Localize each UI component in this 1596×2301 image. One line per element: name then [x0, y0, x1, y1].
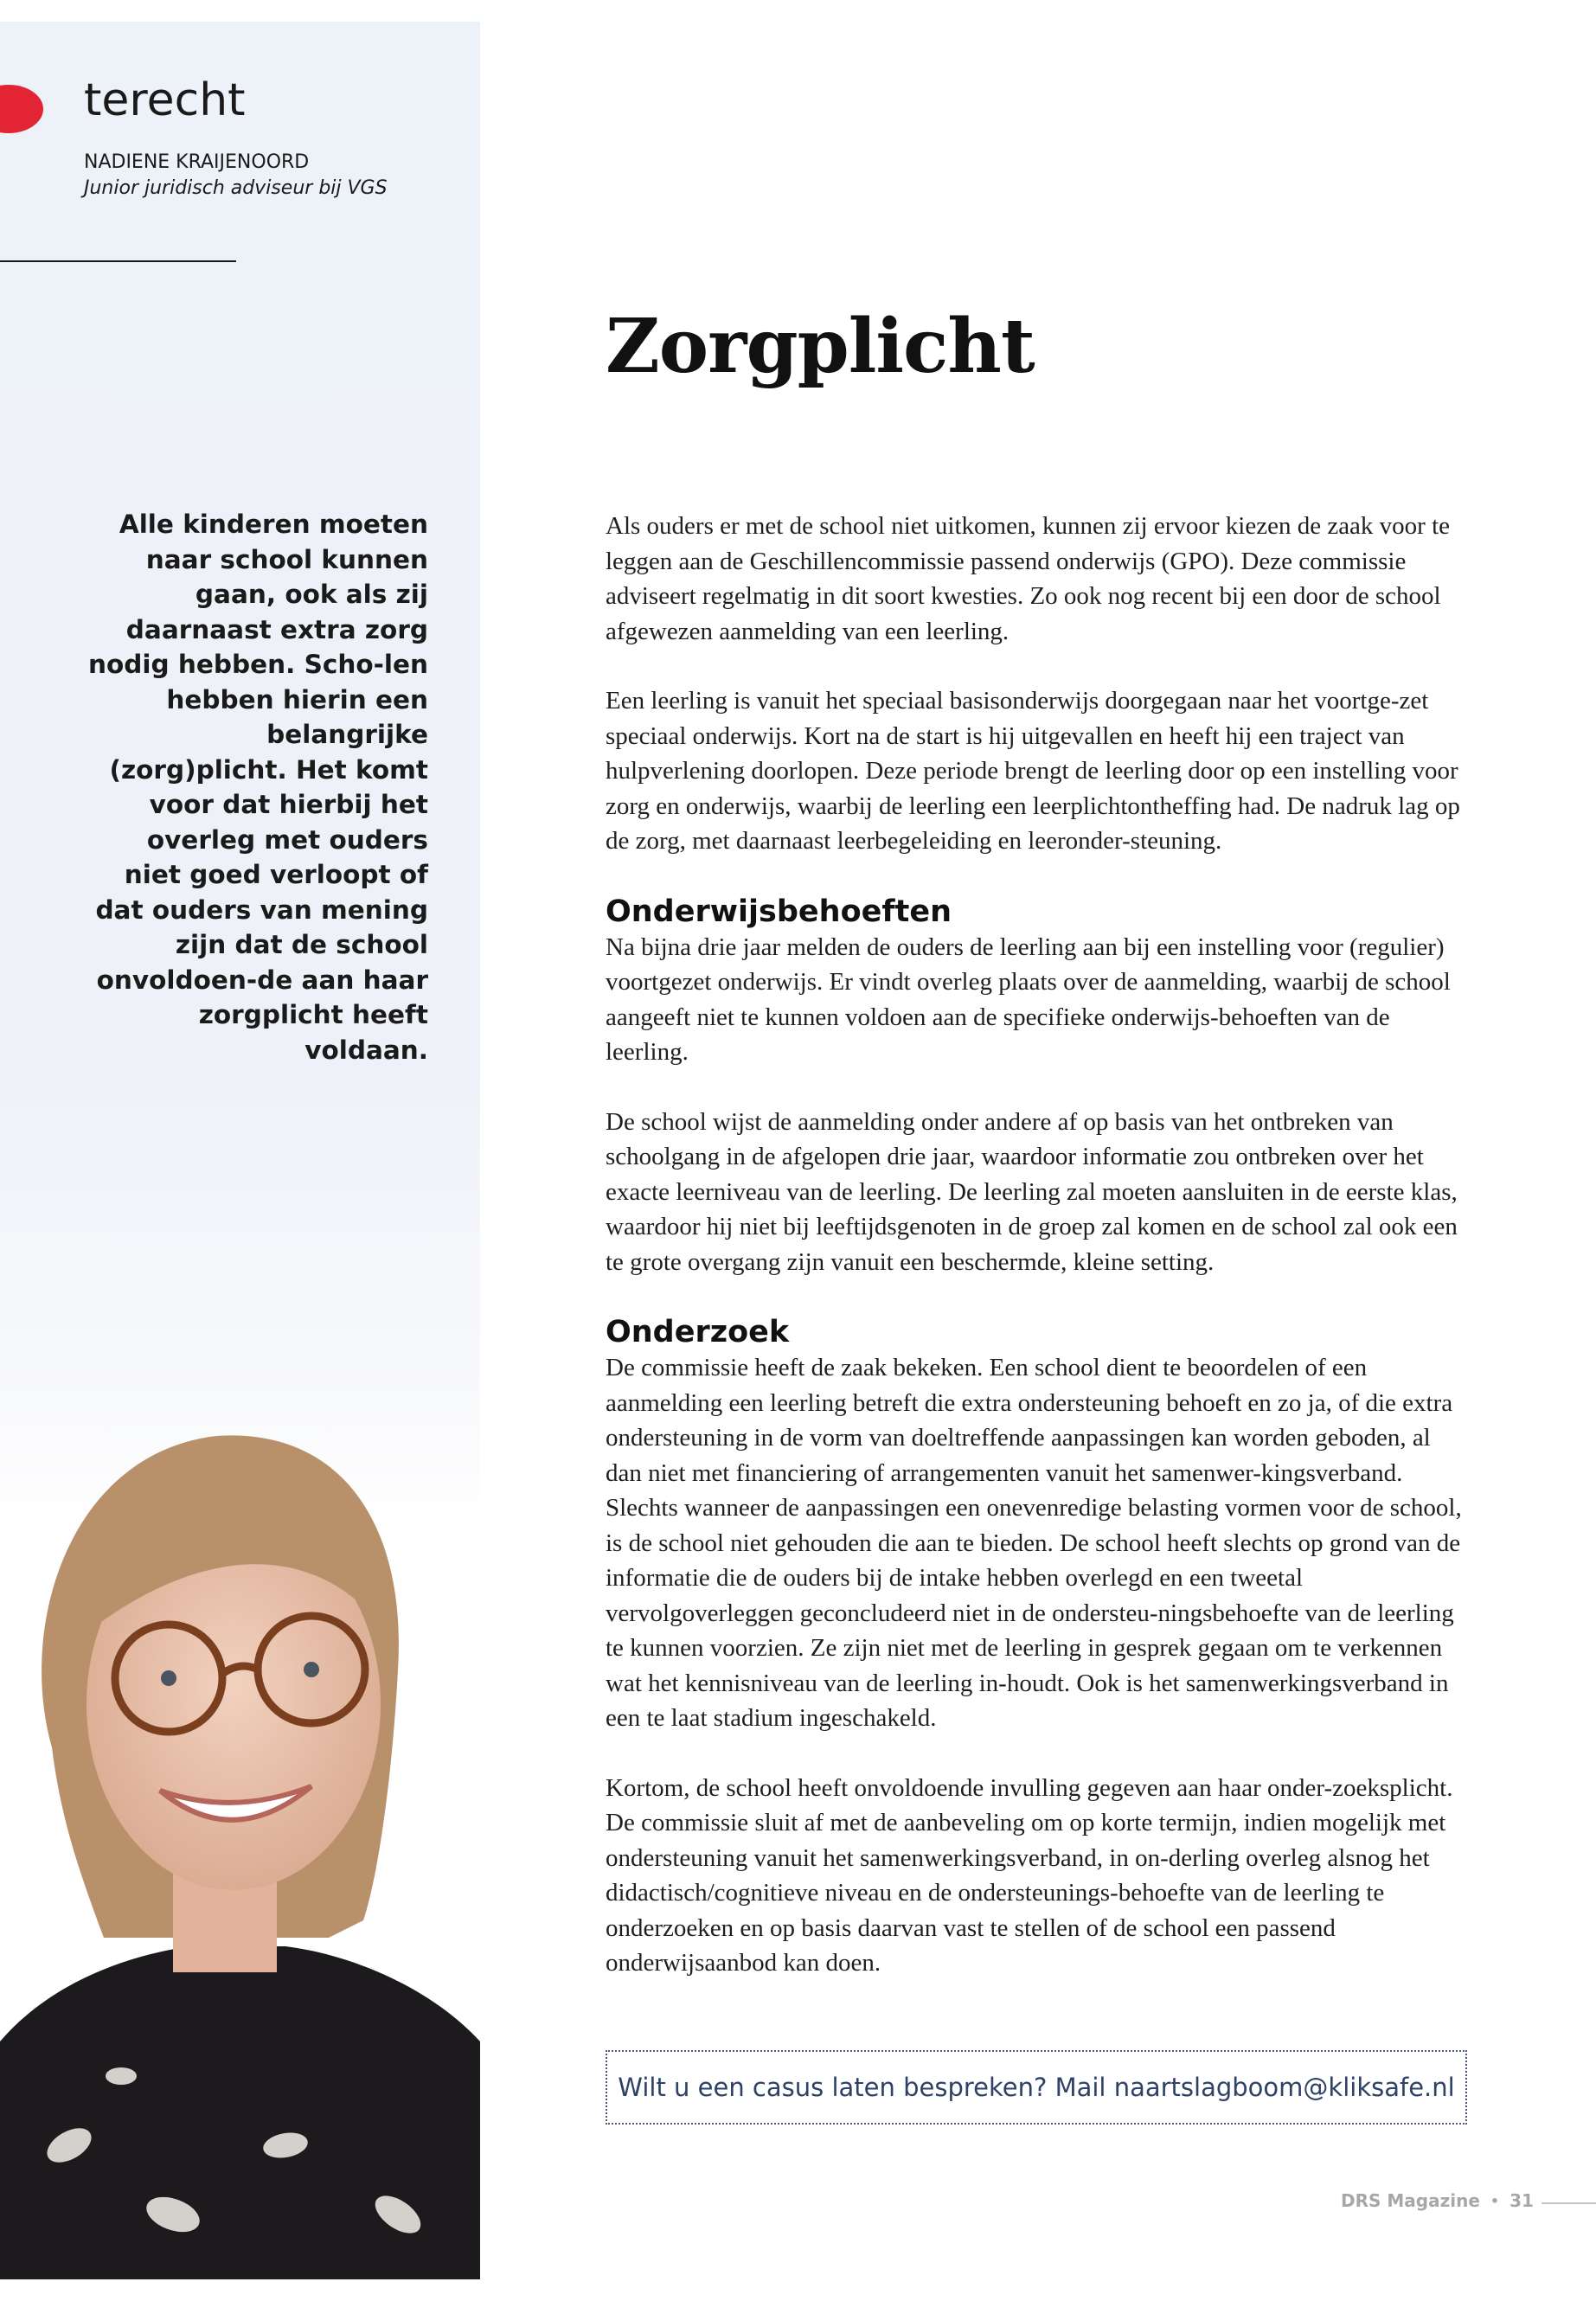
cta-email-link[interactable]: tslagboom@kliksafe.nl [1170, 2073, 1455, 2102]
footer-separator: • [1490, 2192, 1500, 2209]
author-name: NADIENE KRAIJENOORD [84, 151, 310, 173]
page-footer [1341, 2190, 1534, 2211]
article-body [606, 509, 1471, 2016]
author-role: Junior juridisch adviseur bij VGS [84, 177, 388, 199]
article-title: Zorgplicht [606, 303, 1035, 390]
article-paragraph: Een leerling is vanuit het speciaal basisonderwijs doorgegaan naar het voortge-zet speciaal onderwijs. Kort na de start is hij uitgevallen en heeft hij een traject van hulpverlening doorlopen. Deze periode brengt de leerling door op een instelling voor zorg en onderwijs, waarbij de leerling een leerplichtontheffing had. De nadruk lag op de zorg, met daarnaast leerbegeleiding en leeronder-steuning. [606, 687, 1460, 855]
footer-rule [1542, 2202, 1596, 2204]
pullquote: Alle kinderen moeten naar school kunnen gaan, ook als zij daarnaast extra zorg nodig hebben. Scho-len hebben hierin een belangrijke (zorg)plicht. Het komt voor dat hierbij het overleg met ouders niet goed verloopt of dat ouders van mening zijn dat de school onvoldoen-de aan haar zorgplicht heeft voldaan. [88, 510, 428, 1065]
section-label: terecht [84, 74, 246, 126]
article-paragraph: De commissie heeft de zaak bekeken. Een school dient te beoordelen of een aanmelding een leerling betreft die extra ondersteuning behoeft en zo ja, of die extra ondersteuning in de vorm van doeltreffende aanpassingen kan worden geboden, al dan niet met financiering of arrangementen vanuit het samenwer-kingsverband. Slechts wanneer de aanpassingen een onevenredige belasting vormen voor de school, is de school niet gehouden die aan te bieden. De school heeft slechts op grond van de informatie die de ouders bij de intake hebben overlegd en een tweetal vervolgoverleggen geconcludeerd niet in de ondersteu-ningsbehoefte van de leerling te kunnen voorzien. Ze zijn niet met de leerling in gesprek gegaan om te verkennen wat het kennisniveau van de leerling in-houdt. Ook is het samenwerkingsverband in een te laat stadium ingeschakeld. [606, 1354, 1462, 1732]
article-paragraph: Na bijna drie jaar melden de ouders de leerling aan bij een instelling voor (regulier) voortgezet onderwijs. Er vindt overleg plaats over de aanmelding, waarbij de school aangeeft niet te kunnen voldoen aan de specifieke onderwijs-behoeften van de leerling. [606, 933, 1451, 1066]
call-to-action-box [606, 2050, 1467, 2125]
article-paragraph: De school wijst de aanmelding onder andere af op basis van het ontbreken van schoolgang in de afgelopen drie jaar, waardoor informatie zou ontbreken over het exacte leerniveau van de leerling. De leerling zal moeten aansluiten in de eerste klas, waardoor hij niet bij leeftijdsgenoten in de groep zal komen en de school zal ook een te grote overgang zijn vanuit een beschermde, kleine setting. [606, 1107, 1458, 1276]
header-divider [0, 260, 236, 262]
page-number: 31 [1509, 2190, 1534, 2211]
article-paragraph: Als ouders er met de school niet uitkomen, kunnen zij ervoor kiezen de zaak voor te leggen aan de Geschillencommissie passend onderwijs (GPO). Deze commissie adviseert regelmatig in dit soort kwesties. Zo ook nog recent bij een door de school afgewezen aanmelding van een leerling. [606, 512, 1451, 645]
cta-text: Wilt u een casus laten bespreken? Mail naar [618, 2073, 1171, 2102]
author-portrait [0, 1384, 480, 2279]
section-heading-onderwijsbehoeften: Onderwijsbehoeften [606, 894, 952, 929]
section-heading-onderzoek: Onderzoek [606, 1315, 790, 1349]
article-paragraph: Kortom, de school heeft onvoldoende invulling gegeven aan haar onder-zoeksplicht. De commissie sluit af met de aanbeveling om op korte termijn, indien mogelijk met ondersteuning vanuit het samenwerkingsverband, in on-derling overleg alsnog het didactisch/cognitieve niveau en de ondersteunings-behoefte van de leerling te onderzoeken en op basis daarvan vast te stellen of de school een passend onderwijsaanbod kan doen. [606, 1773, 1453, 1977]
magazine-name: DRS Magazine [1341, 2190, 1480, 2211]
